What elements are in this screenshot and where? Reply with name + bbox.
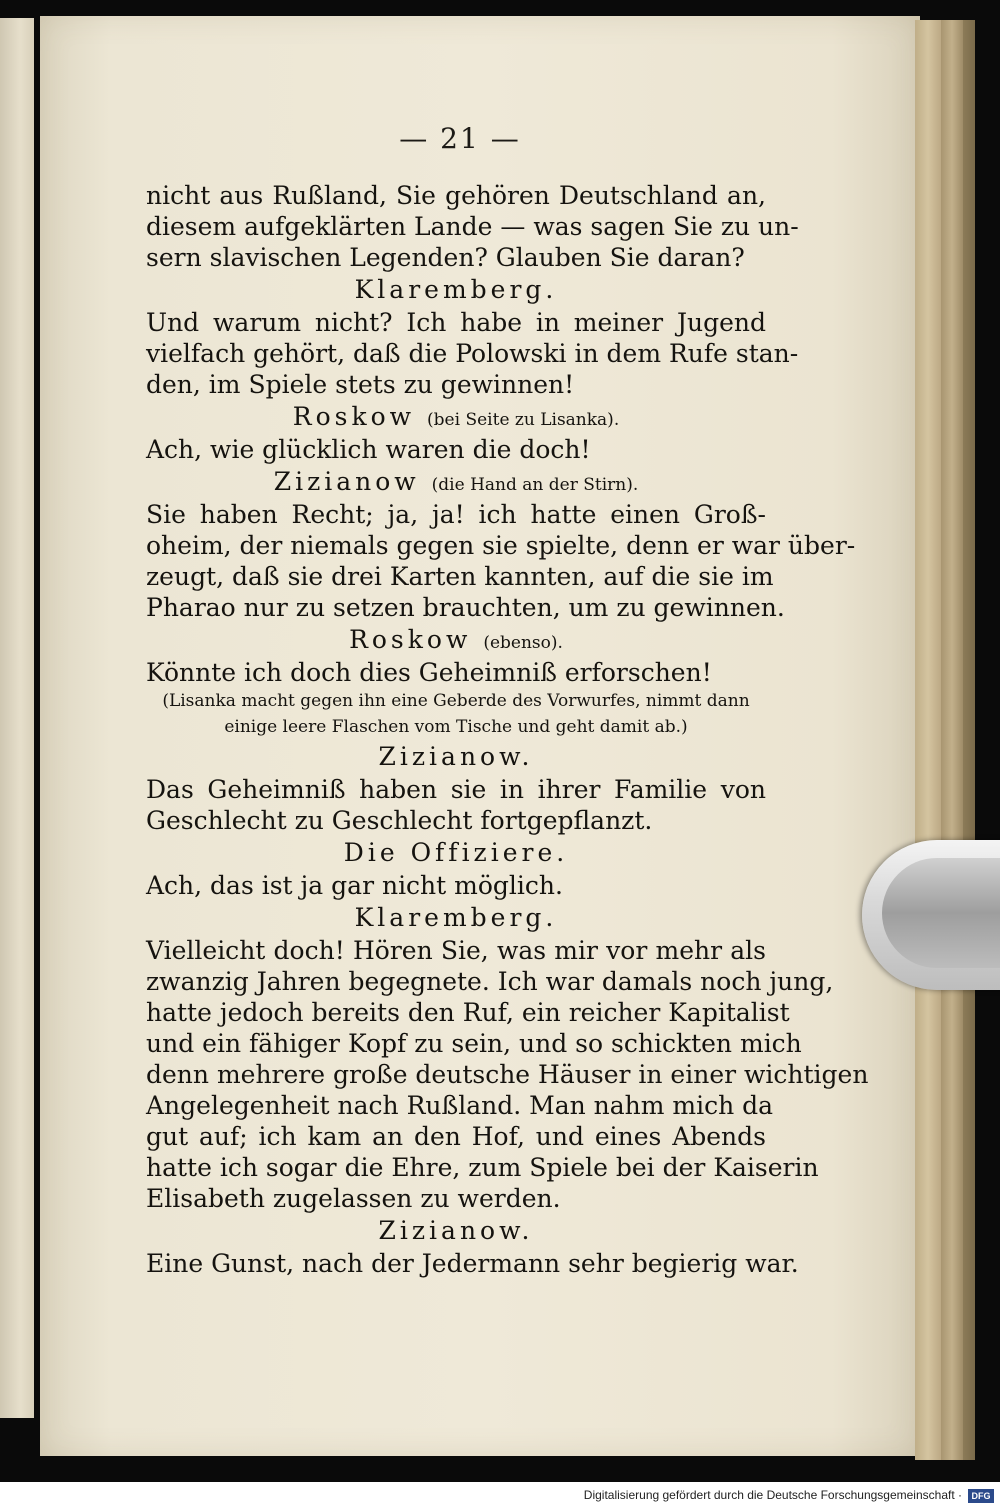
text-line: Geschlecht zu Geschlecht fortgepflanzt.	[146, 806, 653, 835]
text-line: denn mehrere große deutsche Häuser in einer wichtigen	[146, 1060, 869, 1089]
page-holder-clip-inner	[882, 858, 1000, 968]
speaker-name	[146, 1214, 766, 1248]
page-stack-edge	[941, 20, 963, 1460]
stage-direction: (die Hand an der Stirn).	[431, 475, 639, 495]
speaker-label: Klaremberg.	[354, 903, 558, 932]
text-line: gut auf; ich kam an den Hof, und eines Abends	[146, 1122, 766, 1151]
text-line: hatte ich sogar die Ehre, zum Spiele bei der Kaiserin	[146, 1153, 819, 1182]
speaker-label: Klaremberg.	[354, 275, 558, 304]
text-line: Elisabeth zugelassen zu werden.	[146, 1184, 561, 1213]
text-line: hatte jedoch bereits den Ruf, ein reicher Kapitalist	[146, 998, 790, 1027]
speaker-label: Die Offiziere.	[343, 838, 569, 867]
book-cover-edge	[963, 20, 975, 1460]
text-line: sern slavischen Legenden? Glauben Sie daran?	[146, 243, 745, 272]
text-line: diesem aufgeklärten Lande — was sagen Sie zu un-	[146, 212, 799, 241]
text-line: zwanzig Jahren begegnete. Ich war damals noch jung,	[146, 967, 834, 996]
text-line: Ach, das ist ja gar nicht möglich.	[146, 871, 563, 900]
stage-direction-line: einige leere Flaschen vom Tische und geht damit ab.)	[224, 717, 688, 737]
speaker-name	[146, 400, 766, 434]
text-line: Ach, wie glücklich waren die doch!	[146, 435, 591, 464]
page-number: — 21 —	[399, 122, 521, 155]
text-line: den, im Spiele stets zu gewinnen!	[146, 370, 575, 399]
speaker-name	[146, 740, 766, 774]
speaker-name	[146, 901, 766, 935]
speaker-label: Roskow	[349, 625, 472, 654]
page-stack-edge	[915, 20, 941, 1460]
text-line: Das Geheimniß haben sie in ihrer Familie von	[146, 775, 766, 804]
stage-direction: (ebenso).	[483, 633, 563, 653]
text-line: vielfach gehört, daß die Polowski in dem Rufe stan-	[146, 339, 799, 368]
speaker-label: Zizianow.	[378, 1216, 534, 1245]
speaker-label: Roskow	[292, 402, 416, 431]
page-text	[146, 180, 869, 1279]
text-line: und ein fähiger Kopf zu sein, und so schickten mich	[146, 1029, 802, 1058]
speaker-label: Zizianow	[273, 467, 420, 496]
speaker-name	[146, 836, 766, 870]
text-line: Pharao nur zu setzen brauchten, um zu gewinnen.	[146, 593, 785, 622]
text-line: oheim, der niemals gegen sie spielte, denn er war über-	[146, 531, 856, 560]
text-line: Sie haben Recht; ja, ja! ich hatte einen Groß-	[146, 500, 766, 529]
page-holder-clip	[862, 840, 1000, 990]
speaker-name	[146, 623, 766, 657]
footer-credit: Digitalisierung gefördert durch die Deutsche Forschungsgemeinschaft ·	[583, 1488, 962, 1502]
text-line: Eine Gunst, nach der Jedermann sehr begierig war.	[146, 1249, 799, 1278]
stage-direction: (bei Seite zu Lisanka).	[427, 410, 620, 430]
text-line: Könnte ich doch dies Geheimniß erforschen!	[146, 658, 712, 687]
previous-page-edge	[0, 18, 34, 1418]
stage-direction-line: (Lisanka macht gegen ihn eine Geberde des Vorwurfes, nimmt dann	[162, 691, 750, 711]
speaker-name	[146, 273, 766, 307]
dfg-logo: DFG	[968, 1489, 994, 1503]
text-line: Vielleicht doch! Hören Sie, was mir vor mehr als	[146, 936, 766, 965]
footer-bar	[0, 1482, 1000, 1510]
text-line: Angelegenheit nach Rußland. Man nahm mich da	[146, 1091, 774, 1120]
text-line: Und warum nicht? Ich habe in meiner Jugend	[146, 308, 766, 337]
text-line: zeugt, daß sie drei Karten kannten, auf die sie im	[146, 562, 774, 591]
text-line: nicht aus Rußland, Sie gehören Deutschland an,	[146, 181, 766, 210]
speaker-label: Zizianow.	[378, 742, 534, 771]
speaker-name	[146, 465, 766, 499]
